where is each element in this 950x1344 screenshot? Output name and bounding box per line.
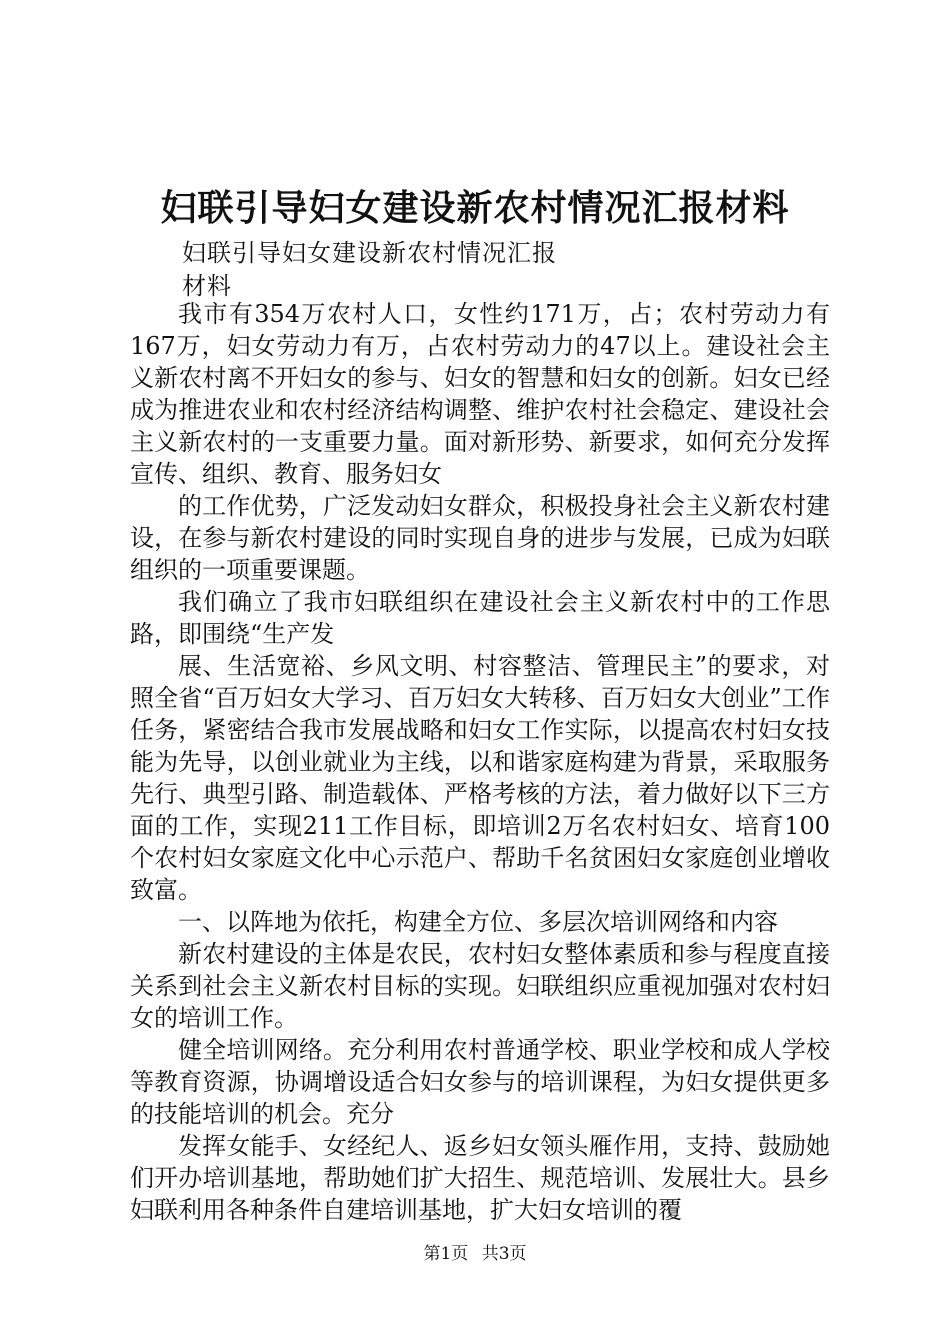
page-footer <box>0 1243 950 1265</box>
page-number: 第1页 <box>423 1244 469 1264</box>
page-total: 共3页 <box>481 1244 527 1264</box>
document-subtitle <box>182 237 557 303</box>
body-paragraph: 健全培训网络。充分利用农村普通学校、职业学校和成人学校等教育资源，协调增设适合妇女参与的培训课程，为妇女提供更多的技能培训的机会。充分 <box>130 1036 830 1128</box>
body-paragraph: 我市有354万农村人口，女性约171万，占；农村劳动力有167万，妇女劳动力有万，占农村劳动力的47以上。建设社会主义新农村离不开妇女的参与、妇女的智慧和妇女的创新。妇女已经成为推进农业和农村经济结构调整、维护农村社会稳定、建设社会主义新农村的一支重要力量。面对新形势、新要求，如何充分发挥宣传、组织、教育、服务妇女 <box>130 300 830 488</box>
section-heading: 一、以阵地为依托，构建全方位、多层次培训网络和内容 <box>178 908 778 936</box>
body-paragraph: 展、生活宽裕、乡风文明、村容整洁、管理民主”的要求，对照全省“百万妇女大学习、百万妇女大转移、百万妇女大创业”工作任务，紧密结合我市发展战略和妇女工作实际，以提高农村妇女技能为先导，以创业就业为主线，以和谐家庭构建为背景，采取服务先行、典型引路、制造载体、严格考核的方法，着力做好以下三方面的工作，实现211工作目标，即培训2万名农村妇女、培育100个农村妇女家庭文化中心示范户、帮助千名贫困妇女家庭创业增收致富。 <box>130 652 830 904</box>
document-body <box>130 298 830 1226</box>
body-paragraph: 发挥女能手、女经纪人、返乡妇女领头雁作用，支持、鼓励她们开办培训基地，帮助她们扩大招生、规范培训、发展壮大。县乡妇联利用各种条件自建培训基地，扩大妇女培训的覆 <box>130 1132 830 1224</box>
subtitle-line: 材料 <box>182 272 232 300</box>
subtitle-line: 妇联引导妇女建设新农村情况汇报 <box>182 239 557 267</box>
body-paragraph: 新农村建设的主体是农民，农村妇女整体素质和参与程度直接关系到社会主义新农村目标的实现。妇联组织应重视加强对农村妇女的培训工作。 <box>130 940 830 1032</box>
document-title: 妇联引导妇女建设新农村情况汇报材料 <box>160 187 790 229</box>
body-paragraph: 我们确立了我市妇联组织在建设社会主义新农村中的工作思路，即围绕“生产发 <box>130 588 830 648</box>
body-paragraph: 的工作优势，广泛发动妇女群众，积极投身社会主义新农村建设，在参与新农村建设的同时实现自身的进步与发展，已成为妇联组织的一项重要课题。 <box>130 492 830 584</box>
